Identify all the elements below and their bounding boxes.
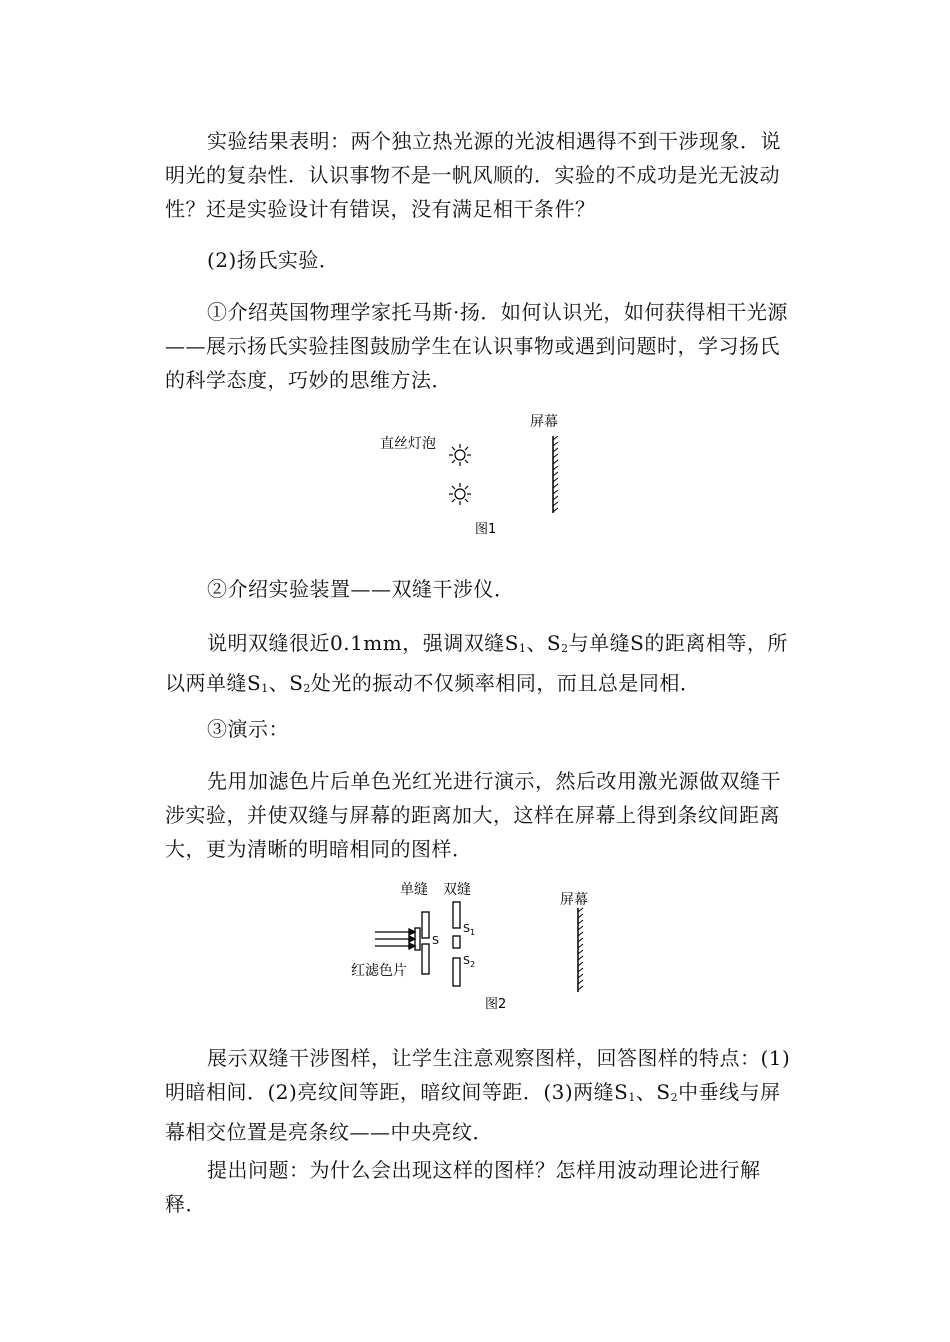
double-slit-plate xyxy=(453,902,460,986)
single-slit-s-label: S xyxy=(432,934,439,947)
p8-text-b: 、S xyxy=(635,1080,671,1104)
single-slit-plate xyxy=(422,912,429,974)
p8-text-c: 中垂线与屏幕相交位置是亮条纹——中央亮纹． xyxy=(165,1080,781,1144)
p8-sub-1: 1 xyxy=(628,1091,636,1104)
paragraph-question: 提出问题：为什么会出现这样的图样？怎样用波动理论进行解释． xyxy=(165,1158,761,1216)
s2-subscript: 2 xyxy=(469,960,476,969)
p5-sub-2b: 2 xyxy=(303,682,311,695)
p5-text-c: 与单缝S的距离相等，所以两单缝S xyxy=(165,631,788,695)
figure1-bulb-label: 直丝灯泡 xyxy=(380,436,436,452)
bulb-top-icon xyxy=(449,444,471,466)
paragraph-introduce-young: ①介绍英国物理学家托马斯·扬．如何认识光，如何获得相干光源——展示扬氏实验挂图鼓励学生在认识事物或遇到问题时，学习扬氏的科学态度，巧妙的思维方法． xyxy=(165,300,788,392)
figure2-filter-label: 红滤色片 xyxy=(351,963,407,979)
p5-sub-1a: 1 xyxy=(518,642,527,655)
figure-2-diagram xyxy=(345,870,605,1015)
figure-1-diagram xyxy=(370,408,590,543)
figure2-double-slit-label: 双缝 xyxy=(443,882,471,898)
paragraph-introduce-apparatus: ②介绍实验装置——双缝干涉仪． xyxy=(207,577,515,601)
paragraph-slit-explanation xyxy=(165,626,795,706)
p5-text-a: 说明双缝很近0.1mm，强调双缝S xyxy=(207,631,519,655)
figure2-caption: 图2 xyxy=(485,997,507,1012)
slit-s2-label xyxy=(463,954,475,969)
paragraph-interference-pattern xyxy=(165,1041,795,1149)
figure2-single-slit-label: 单缝 xyxy=(400,882,428,898)
figure2-screen xyxy=(578,908,583,992)
s1-subscript: 1 xyxy=(469,928,476,937)
paragraph-demonstration-heading: ③演示： xyxy=(207,717,289,741)
p8-sub-2: 2 xyxy=(670,1091,679,1104)
bulb-bottom-icon xyxy=(449,483,471,505)
paragraph-demonstration-steps: 先用加滤色片后单色光红光进行演示，然后改用激光源做双缝干涉实验，并使双缝与屏幕的距离加大，这样在屏幕上得到条纹间距离大，更为清晰的明暗相同的图样． xyxy=(165,769,781,861)
s1-letter: S xyxy=(463,922,470,935)
p8-text-a: 展示双缝干涉图样，让学生注意观察图样，回答图样的特点：(1)明暗相间．(2)亮纹间等距，暗纹间等距．(3)两缝S xyxy=(165,1046,791,1104)
paragraph-young-experiment-heading: (2)扬氏实验． xyxy=(207,248,340,272)
s2-letter: S xyxy=(463,954,470,967)
figure1-caption: 图1 xyxy=(475,522,497,537)
p5-text-b: 、S xyxy=(526,631,562,655)
figure1-screen xyxy=(553,436,558,513)
p5-sub-1b: 1 xyxy=(261,682,269,695)
incident-light-arrows xyxy=(375,929,415,949)
p5-sub-2a: 2 xyxy=(561,642,569,655)
figure1-screen-label: 屏幕 xyxy=(530,414,558,430)
p5-text-e: 处光的振动不仅频率相同，而且总是同相． xyxy=(310,671,701,695)
paragraph-experiment-result: 实验结果表明：两个独立热光源的光波相遇得不到干涉现象．说明光的复杂性．认识事物不是一帆风顺的．实验的不成功是光无波动性？还是实验设计有错误，没有满足相干条件？ xyxy=(165,129,781,221)
slit-s1-label xyxy=(463,922,475,937)
figure2-screen-label: 屏幕 xyxy=(560,892,588,908)
p5-text-d: 、S xyxy=(268,671,304,695)
